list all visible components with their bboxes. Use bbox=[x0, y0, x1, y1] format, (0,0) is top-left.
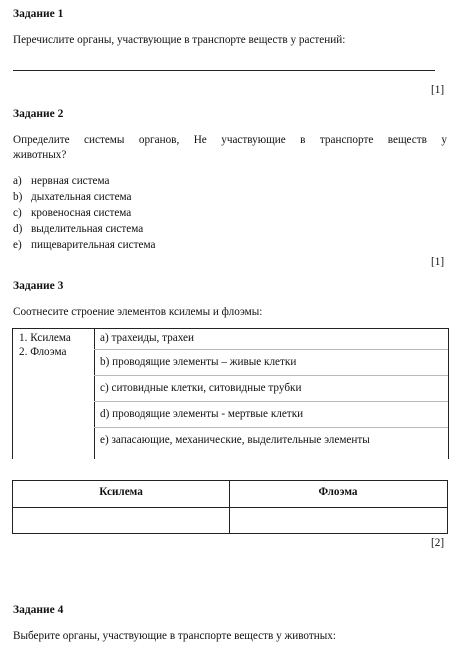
task2-heading: Задание 2 bbox=[13, 108, 64, 120]
right-item-d: d) проводящие элементы - мертвые клетки bbox=[100, 408, 304, 420]
answer-cell-xylem[interactable] bbox=[15, 510, 227, 530]
answer-header-separator bbox=[13, 507, 447, 508]
option-letter: d) bbox=[13, 223, 23, 235]
answer-header-xylem: Ксилема bbox=[99, 486, 143, 498]
option-text: дыхательная система bbox=[31, 191, 132, 203]
answer-table bbox=[12, 480, 448, 534]
option-letter: b) bbox=[13, 191, 23, 203]
task2-option bbox=[13, 223, 143, 235]
task2-option bbox=[13, 207, 131, 219]
task3-heading: Задание 3 bbox=[13, 280, 64, 292]
task1-heading: Задание 1 bbox=[13, 8, 64, 20]
task2-option bbox=[13, 175, 109, 187]
left-item-phloem: 2. Флоэма bbox=[19, 346, 67, 358]
option-text: нервная система bbox=[31, 175, 110, 187]
right-item-a: a) трахеиды, трахеи bbox=[100, 332, 194, 344]
task2-option bbox=[13, 191, 132, 203]
row-divider bbox=[94, 349, 448, 350]
task1-score: [1] bbox=[431, 84, 445, 96]
right-item-b: b) проводящие элементы – живые клетки bbox=[100, 356, 297, 368]
right-item-c: c) ситовидные клетки, ситовидные трубки bbox=[100, 382, 302, 394]
option-text: кровеносная система bbox=[31, 207, 132, 219]
right-item-e: e) запасающие, механические, выделительные элементы bbox=[100, 434, 370, 446]
matching-table bbox=[12, 328, 449, 459]
answer-header-phloem: Флоэма bbox=[318, 486, 358, 498]
task1-question: Перечислите органы, участвующие в транспорте веществ у растений: bbox=[13, 34, 346, 46]
task3-score: [2] bbox=[431, 537, 445, 549]
option-text: выделительная система bbox=[31, 223, 144, 235]
row-divider bbox=[94, 427, 448, 428]
task2-option bbox=[13, 239, 155, 251]
answer-cell-phloem[interactable] bbox=[232, 510, 444, 530]
task4-question: Выберите органы, участвующие в транспорте веществ у животных: bbox=[13, 630, 336, 642]
option-letter: e) bbox=[13, 239, 22, 251]
task3-question: Соотнесите строение элементов ксилемы и флоэмы: bbox=[13, 306, 263, 318]
task2-score: [1] bbox=[431, 256, 445, 268]
option-text: пищеварительная система bbox=[31, 239, 156, 251]
task2-question-line1: Определите системы органов, Не участвующие в транспорте веществ у bbox=[13, 134, 447, 146]
row-divider bbox=[94, 401, 448, 402]
option-letter: a) bbox=[13, 175, 22, 187]
option-letter: c) bbox=[13, 207, 22, 219]
row-divider bbox=[94, 375, 448, 376]
left-item-xylem: 1. Ксилема bbox=[19, 332, 71, 344]
task1-answer-line bbox=[13, 70, 435, 71]
task4-heading: Задание 4 bbox=[13, 604, 64, 616]
task2-question-line2: животных? bbox=[13, 149, 67, 161]
